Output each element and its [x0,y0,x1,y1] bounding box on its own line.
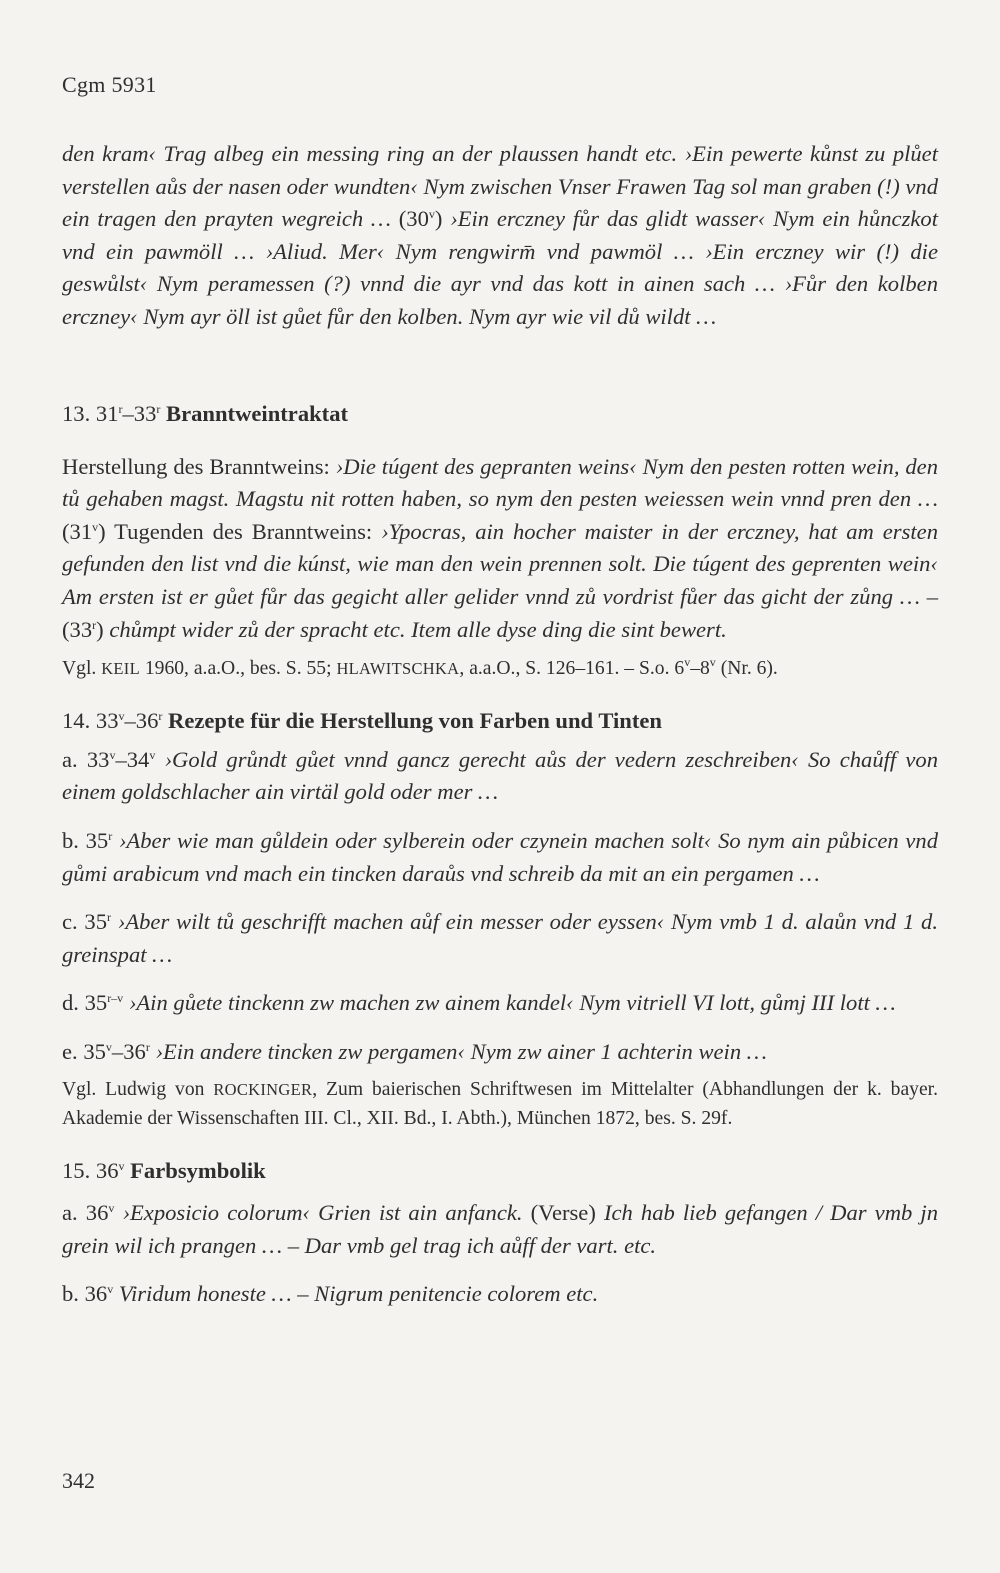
text-span: (30 [398,206,429,232]
item-text: ›Exposicio colorum‹ Grien ist ain anfanck. [122,1200,523,1226]
section-number: 14. 33 [62,708,119,734]
text-span: ) [434,206,451,232]
folio-sup: r [108,828,113,843]
list-item [62,1278,938,1311]
reference-note [62,1075,938,1133]
text-span: Vgl. Ludwig von [62,1078,214,1100]
text-span: Herstellung des Branntweins: [62,453,336,479]
text-span: chůmpt wider zů der spracht etc. Item alle dyse ding die sint bewert. [109,616,727,642]
folio-sup: v [709,655,716,670]
folio-sup: r [156,402,161,416]
text-span: ›Die túgent des gepranten weins‹ Nym den pesten rotten wein, den tů gehaben magst. Magstu nit rotten haben, so nym den pesten weiessen wein vnnd pren den … [62,453,938,512]
text-span: den kram‹ Trag albeg ein messing ring an der plaussen handt etc. ›Ein pewerte kůnst zu plůet verstellen aůs der nasen oder wundten‹ Nym zwischen Vnser Frawen Tag sol man graben (!) vnd ein tragen den prayten wegreich … [62,141,938,232]
list-item [62,987,938,1020]
text-span: ) [96,616,110,642]
list-item [62,906,938,971]
text-span [112,828,119,853]
folio-sup: r [158,709,163,724]
running-header: Cgm 5931 [62,72,157,97]
text-span [111,909,118,934]
section-heading-15 [62,1155,938,1188]
folio-sup: r–v [107,991,124,1006]
text-span: ) Tugenden des Branntweins: [98,518,382,544]
item-label: e. 35 [62,1038,106,1064]
folio-sup: v [107,1282,114,1297]
book-page [62,0,938,1573]
text-span: (Nr. 6). [715,658,778,680]
list-item [62,1036,938,1069]
folio-sup: v [428,207,435,222]
text-span: (31 [62,518,93,544]
reference-note [62,654,938,683]
item-text: Viridum honeste … – Nigrum penitencie colorem etc. [118,1281,599,1307]
section-title: Farbsymbolik [124,1157,266,1183]
list-item [62,825,938,890]
section-title: Branntweintraktat [160,401,349,426]
folio-sup: r [92,617,97,632]
item-label: a. 33 [62,746,110,772]
text-span: , Zum baierischen Schriftwesen im Mittelalter (Abhandlungen der k. bayer. Akademie der Wissenschaften III. Cl., XII. Bd., I. Abth.), München 1872, bes. S. 29f. [62,1078,939,1129]
folio-sup: v [684,655,691,670]
paragraph-branntwein [62,451,938,647]
item-label: a. 36 [62,1200,109,1226]
item-text: ›Gold grůndt gůet vnnd gancz gerecht aůs der vedern zeschreiben‹ So chaůff von einem goldschlacher ain virtäl gold oder mer … [62,746,938,805]
page-content [62,138,938,1311]
section-title: Rezepte für die Herstellung von Farben und Tinten [162,708,662,734]
text-span: Vgl. [62,658,102,680]
author-name: KEIL [101,659,140,679]
page-number: 342 [62,1468,95,1493]
section-number: 15. 36 [62,1157,119,1183]
section-number: 13. 31 [62,401,119,426]
item-label: d. 35 [62,990,108,1016]
text-span: –8 [690,658,710,680]
folio-sup: r [107,910,112,925]
item-label: b. 35 [62,827,109,853]
text-span: 1960, a.a.O., bes. S. 55; [139,658,337,680]
section-heading-14 [62,705,938,738]
folio-sup: v [92,519,99,534]
folio-sup: v [108,1201,115,1216]
folio-sup: v [118,1158,125,1173]
text-span: ›Ein erczney fůr das glidt wasser‹ Nym ein hůnczkot vnd ein pawmöll … ›Aliud. Mer‹ Nym rengwirm̄ vnd pawmöl … ›Ein erczney wir (!) die geswůlst‹ Nym peramessen (?) vnnd die ayr vnd das kott in ainen sach … ›Fůr den kolben erczney‹ Nym ayr öll ist gůet fůr den kolben. Nym ayr wie vil dů wildt … [62,206,938,329]
list-item [62,744,938,809]
folio-sup: v [118,709,125,724]
folio-sup: v [109,747,116,762]
author-name: HLAWITSCHKA [336,659,460,679]
item-label: c. 35 [62,909,108,935]
item-text: ›Ein andere tincken zw pergamen‹ Nym zw ainer 1 achterin wein … [155,1038,767,1064]
folio-sup: r [145,1039,150,1054]
item-label: b. 36 [62,1281,108,1307]
item-text: (Verse) [522,1200,604,1226]
section-range: –33 [122,401,157,426]
item-text: Ich hab lieb gefangen / Dar vmb jn grein wil ich prangen … – Dar vmb gel trag ich aůff der vart. etc. [62,1200,938,1258]
author-name: ROCKINGER [213,1079,313,1099]
item-text: ›Aber wie man gůldein oder sylberein oder czynein machen solt‹ So nym ain půbicen vnd gůmi arabicum vnd mach ein tincken daraůs vnd schreib da mit an ein pergamen … [62,827,938,886]
item-label: –36 [111,1038,146,1064]
item-label: –34 [115,746,150,772]
section-range: –36 [124,708,159,734]
item-text: ›Aber wilt tů geschrifft machen aůf ein messer oder eyssen‹ Nym vmb 1 d. alaůn vnd 1 d. greinspat … [62,909,938,967]
text-span: , a.a.O., S. 126–161. – S.o. 6 [459,658,685,680]
paragraph-recipes [62,138,938,366]
list-item [62,1197,938,1262]
folio-sup: v [105,1039,112,1054]
text-span [155,747,164,772]
text-span: – (33 [62,583,938,642]
folio-sup: r [118,402,123,416]
section-heading-13 [62,398,938,431]
text-span: ›Ypocras, ain hocher maister in der erczney, hat am ersten gefunden den list vnd die kúnst, wie man den wein prennen solt. Die túgent des geprenten wein‹ Am ersten ist er gůet fůr das gegicht aller gelider vnnd zů vordrist fůer das gicht der zůng … [62,518,938,609]
item-text: ›Ain gůete tinckenn zw machen zw ainem kandel‹ Nym vitriell VI lott, gůmj III lott … [128,990,896,1016]
folio-sup: v [149,747,156,762]
